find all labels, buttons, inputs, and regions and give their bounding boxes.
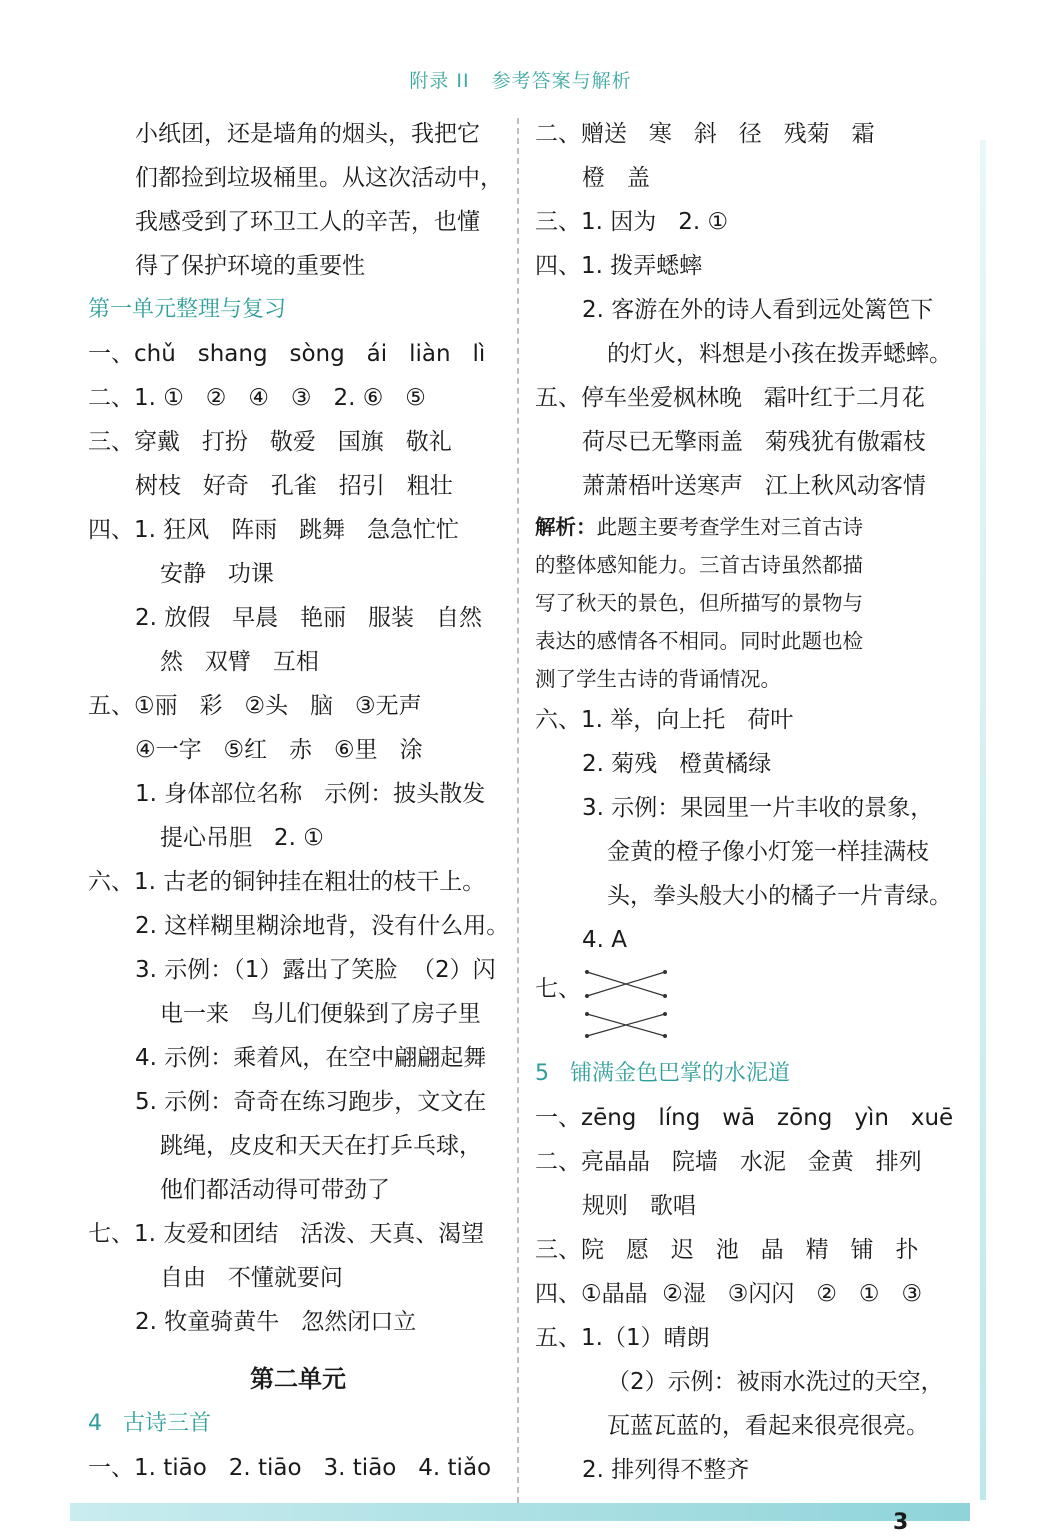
answer-line: 电一来 鸟儿们便躲到了房子里	[160, 1001, 481, 1027]
answer-line: 七、1. 友爱和团结 活泼、天真、渴望	[88, 1221, 485, 1247]
answer-line: 一、1. tiāo 2. tiāo 3. tiāo 4. tiǎo	[88, 1455, 492, 1481]
answer-line: 金黄的橙子像小灯笼一样挂满枝	[607, 839, 929, 865]
answer-line: 提心吊胆 2. ①	[160, 825, 324, 851]
analysis-note-line	[535, 622, 955, 660]
section-heading: 4 古诗三首	[88, 1411, 211, 1436]
answer-line: 四、1. 拨弄蟋蟀	[535, 253, 703, 279]
analysis-note-line	[535, 546, 955, 584]
answer-line: 的灯火，料想是小孩在拨弄蟋蟀。	[607, 341, 952, 367]
answer-line: 六、1. 举，向上托 荷叶	[535, 707, 794, 733]
analysis-text: 的整体感知能力。三首古诗虽然都描	[535, 553, 863, 577]
answer-line: 然 双臂 互相	[160, 649, 319, 675]
page-header	[0, 66, 1041, 93]
answer-line: 他们都活动得可带劲了	[160, 1177, 390, 1203]
matching-label: 七、	[535, 976, 581, 1002]
answer-line: 二、1. ① ② ④ ③ 2. ⑥ ⑤	[88, 385, 426, 411]
answer-line: 2. 牧童骑黄牛 忽然闭口立	[135, 1309, 417, 1335]
answer-line: 2. 客游在外的诗人看到远处篱笆下	[582, 297, 934, 323]
answer-line: 一、chǔ shang sòng ái liàn lì	[88, 341, 486, 367]
answer-line: 瓦蓝瓦蓝的，看起来很亮很亮。	[607, 1413, 929, 1439]
answer-line: 得了保护环境的重要性	[135, 253, 365, 279]
answer-line: 五、①丽 彩 ②头 脑 ③无声	[88, 693, 422, 719]
answer-line: 自由 不懂就要问	[160, 1265, 343, 1291]
analysis-text: 表达的感情各不相同。同时此题也检	[535, 629, 863, 653]
answer-line: （2）示例：被雨水洗过的天空，	[607, 1369, 944, 1395]
answer-line: 四、1. 狂风 阵雨 跳舞 急急忙忙	[88, 517, 460, 543]
answer-line: 2. 放假 早晨 艳丽 服装 自然	[135, 605, 482, 631]
answer-line: 五、停车坐爱枫林晚 霜叶红于二月花	[535, 385, 925, 411]
answer-line: 2. 排列得不整齐	[582, 1457, 750, 1483]
answer-line: 一、zēng líng wā zōng yìn xuē	[535, 1105, 954, 1131]
answer-line: 4. 示例：乘着风，在空中翩翩起舞	[135, 1045, 487, 1071]
analysis-text: 此题主要考查学生对三首古诗	[596, 515, 863, 539]
answer-line: 五、1.（1）晴朗	[535, 1325, 710, 1351]
answer-line: 四、①晶晶 ②湿 ③闪闪 ② ① ③	[535, 1281, 923, 1307]
right-column	[535, 112, 955, 1492]
section-heading: 第一单元整理与复习	[88, 297, 287, 322]
analysis-note-line	[535, 584, 955, 622]
unit-title: 第二单元	[250, 1365, 346, 1393]
answer-line: 3. 示例：果园里一片丰收的景象，	[582, 795, 934, 821]
answer-line: 二、亮晶晶 院墙 水泥 金黄 排列	[535, 1149, 922, 1175]
answer-line: 三、1. 因为 2. ①	[535, 209, 729, 235]
footer-bar	[70, 1503, 970, 1521]
analysis-note-line	[535, 508, 955, 546]
analysis-label: 解析：	[535, 515, 597, 539]
answer-line: 们都捡到垃圾桶里。从这次活动中，	[135, 165, 503, 191]
answer-line: 三、院 愿 迟 池 晶 精 铺 扑	[535, 1237, 919, 1263]
answer-line: 荷尽已无擎雨盖 菊残犹有傲霜枝	[582, 429, 926, 455]
analysis-text: 测了学生古诗的背诵情况。	[535, 667, 781, 691]
answer-line: 3. 示例：（1）露出了笑脸 （2）闪	[135, 957, 496, 983]
decorative-side-bar	[980, 140, 986, 1500]
answer-line: 我感受到了环卫工人的辛苦，也懂	[135, 209, 480, 235]
answer-line: 2. 菊残 橙黄橘绿	[582, 751, 772, 777]
section-heading: 5 铺满金色巴掌的水泥道	[535, 1061, 790, 1086]
left-column	[88, 112, 508, 1490]
analysis-text: 写了秋天的景色，但所描写的景物与	[535, 591, 863, 615]
analysis-note-line	[535, 660, 955, 698]
answer-line: 1. 身体部位名称 示例：披头散发	[135, 781, 486, 807]
answer-line: 5. 示例：奇奇在练习跑步，文文在	[135, 1089, 487, 1115]
answer-line: 4. A	[582, 927, 627, 953]
watermark-logo	[864, 1420, 1034, 1520]
answer-line: 安静 功课	[160, 561, 274, 587]
header-title: 参考答案与解析	[491, 70, 632, 92]
answer-line: 小纸团，还是墙角的烟头，我把它	[135, 121, 480, 147]
answer-line: 跳绳，皮皮和天天在打乒乓球，	[160, 1133, 482, 1159]
matching-diagram	[535, 962, 955, 1052]
column-divider	[517, 118, 519, 1513]
answer-line: 二、赠送 寒 斜 径 残菊 霜	[535, 121, 875, 147]
answer-line: 规则 歌唱	[582, 1193, 696, 1219]
answer-line: 头，拳头般大小的橘子一片青绿。	[607, 883, 952, 909]
header-appendix: 附录 II	[409, 70, 470, 92]
answer-line: 2. 这样糊里糊涂地背，没有什么用。	[135, 913, 510, 939]
answer-line: 三、穿戴 打扮 敬爱 国旗 敬礼	[88, 429, 452, 455]
page-number: 3	[893, 1510, 909, 1535]
answer-line: 橙 盖	[582, 165, 650, 191]
answer-line: 萧萧梧叶送寒声 江上秋风动客情	[582, 473, 926, 499]
answer-line: 六、1. 古老的铜钟挂在粗壮的枝干上。	[88, 869, 486, 895]
cross-match-lines	[583, 962, 673, 1052]
answer-line: 树枝 好奇 孔雀 招引 粗壮	[135, 473, 453, 499]
answer-line: ④一字 ⑤红 赤 ⑥里 涂	[135, 737, 423, 763]
